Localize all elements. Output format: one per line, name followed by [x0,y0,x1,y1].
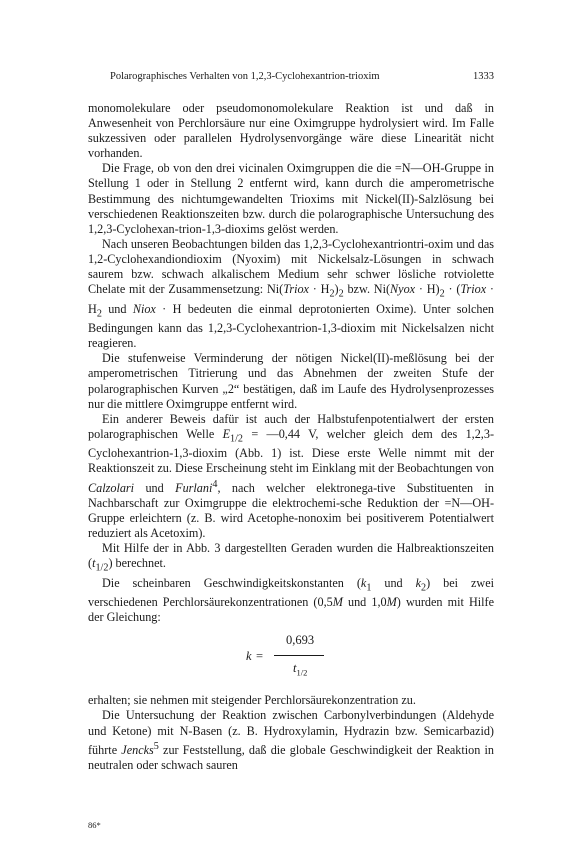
paragraph: Ein anderer Beweis dafür ist auch der Halbstufenpotentialwert der ersten polarographischen Welle $E_{1/2}$ = —0,44 V, welcher gleich dem des 1,2,3-Cyclohexantrion-1,3-dioxim (Abb. 1) ist. Diese erste Welle nimmt mit der Reaktionszeit zu. Diese Erscheinung steht im Einklang mit der Beobachtungen von Calzolari und Furlani$^4$, nach welcher elektronega-tive Substituenten in Nachbarschaft zur Oximgruppe die elektrochemi-sche Reduktion der =N—OH-Gruppe erleichtern (z. B. wird Acetophe-nonoxim bei positiverem Potentialwert reduziert als Acetoxim). [88,411,495,540]
paragraph: Nach unseren Beobachtungen bilden das 1,2,3-Cyclohexantriontri-oxim und das 1,2-Cyclohexandiondioxim (Nyoxim) mit Nickelsalz-Lösungen in schwach saurem bzw. schwach alkalischem Medium sehr schwer lösliche rotviolette Chelate mit der Zusammensetzung: Ni(Triox · $H_2)_2$ bzw. Ni(Nyox · $H)_2$ · (Triox · $H_2$ und Niox · H bedeuten die einmal deprotonierten Oxime). Unter solchen Bedingungen kann das 1,2,3-Cyclohexantrion-1,3-dioxim mit Nickelsalzen nicht reagieren. [88,236,494,351]
fraction-bar [274,655,324,656]
paragraph: Die Untersuchung der Reaktion zwischen Carbonylverbindungen (Aldehyde und Ketone) mit N-Basen (z. B. Hydroxylamin, Hydrazin bzw. Semicarbazid) führte Jencks$^5$ zur Feststellung, daß die globale Geschwindigkeit der Reaktion in neutralen oder schwach sauren [88,708,494,772]
running-header [88,70,494,83]
author-name: Jencks [121,742,154,757]
paragraph: Die scheinbaren Geschwindigkeitskonstanten ($k_1$ und $k_2$) bei zwei verschiedenen Perchlorsäurekonzentrationen (0,5M und 1,0M) wurden mit Hilfe der Gleichung: [88,575,495,625]
footnote-ref: 5 [153,740,159,752]
paragraph: monomolekulare oder pseudomonomolekulare Reaktion ist und daß in Anwesenheit von Perchlorsäure nur eine Oximgruppe hydrolysiert wird. Im Falle sukzessiven oder parallelen Hydrolysenvorgänge wäre diese Linearität nicht vorhanden. [88,101,494,161]
paragraph: Mit Hilfe der in Abb. 3 dargestellten Geraden wurden die Halbreaktionszeiten $(t_{1/2})$ berechnet. [88,541,494,574]
signature-mark: 86* [88,820,101,830]
formula-denominator: $t_{1/2}$ [293,661,308,678]
author-name: Calzolari [88,480,135,495]
paragraph: Die Frage, ob von den drei vicinalen Oximgruppen die die =N—OH-Gruppe in Stellung 1 oder in Stellung 2 entfernt wird, kann durch die amperometrische Bestimmung des nichtumgewandelten Trioxims mit Nickel(II)-Salzlösung bei verschiedenen Reaktionszeiten bzw. durch die polarographische Untersuchung des 1,2,3-Cyclohexan-trion-1,3-dioxims gelöst werden. [88,161,494,236]
body-text [88,101,494,773]
paragraph: Die stufenweise Verminderung der nötigen Nickel(II)-meßlösung bei der amperometrischen Titrierung und das Abnehmen der zweiten Stufe der polarographischen Kurven „2“ bestätigen, daß im Laufe des Hydrolysenprozesses nur die mittlere Oximgruppe entfernt wird. [88,351,494,411]
formula-numerator: 0,693 [286,633,315,648]
footnote-ref: 4 [212,478,218,490]
author-name: Furlani [175,480,213,495]
formula-equals: = [256,649,264,664]
page-number: 1333 [473,71,494,82]
paragraph: erhalten; sie nehmen mit steigender Perchlorsäurekonzentration zu. [88,693,416,708]
formula-lhs: k [246,649,252,664]
page [88,70,494,773]
rate-constant-formula [88,631,494,683]
running-title: Polarographisches Verhalten von 1,2,3-Cyclohexantrion-trioxim [110,71,380,82]
